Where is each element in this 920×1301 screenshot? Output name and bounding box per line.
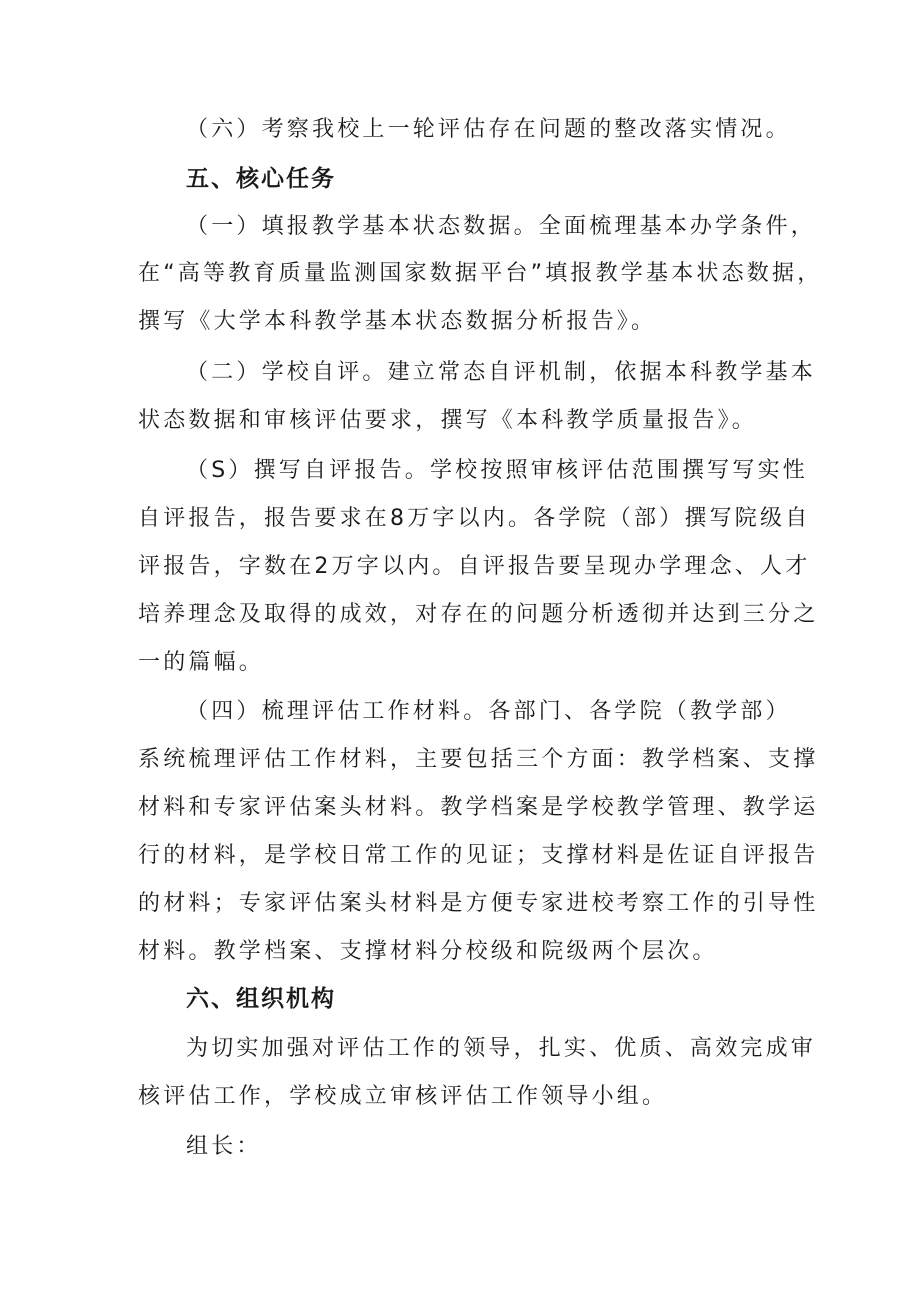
paragraph-line: 撰写《大学本科教学基本状态数据分析报告》。 [138,309,657,334]
paragraph-line: 行的材料，是学校日常工作的见证；支撑材料是佐证自评报告 [138,843,819,868]
section-heading-organization: 六、组织机构 [186,986,336,1012]
paragraph-line: 的材料；专家评估案头材料是方便专家进校考察工作的引导性 [138,891,819,916]
paragraph-line: 为切实加强对评估工作的领导，扎实、优质、高效完成审 [186,1036,817,1061]
paragraph-line: 评报告，字数在2万字以内。自评报告要呈现办学理念、人才 [138,554,811,579]
section-heading-core-tasks: 五、核心任务 [186,166,336,192]
paragraph-line: 培养理念及取得的成效，对存在的问题分析透彻并达到三分之 [138,602,819,627]
paragraph-line: 状态数据和审核评估要求，撰写《本科教学质量报告》。 [138,408,758,433]
paragraph-line: 系统梳理评估工作材料，主要包括三个方面：教学档案、支撑 [138,747,819,772]
paragraph-line: （六）考察我校上一轮评估存在问题的整改落实情况。 [186,117,791,142]
paragraph-line: 在“高等教育质量监测国家数据平台”填报教学基本状态数据， [138,261,823,286]
paragraph-line: （一）填报教学基本状态数据。全面梳理基本办学条件， [186,214,817,239]
paragraph-line: 自评报告，报告要求在8万字以内。各学院（部）撰写院级自 [138,506,811,531]
group-leader-label: 组长： [186,1134,262,1159]
paragraph-line: （四）梳理评估工作材料。各部门、各学院（教学部） [186,699,791,724]
paragraph-line: 一的篇幅。 [138,650,265,675]
paragraph-line: （S）撰写自评报告。学校按照审核评估范围撰写写实性 [186,458,808,483]
paragraph-line: 核评估工作，学校成立审核评估工作领导小组。 [138,1084,668,1109]
paragraph-line: 材料。教学档案、支撑材料分校级和院级两个层次。 [138,939,718,964]
paragraph-line: 材料和专家评估案头材料。教学档案是学校教学管理、教学运 [138,795,819,820]
paragraph-line: （二）学校自评。建立常态自评机制，依据本科教学基本 [186,360,817,385]
